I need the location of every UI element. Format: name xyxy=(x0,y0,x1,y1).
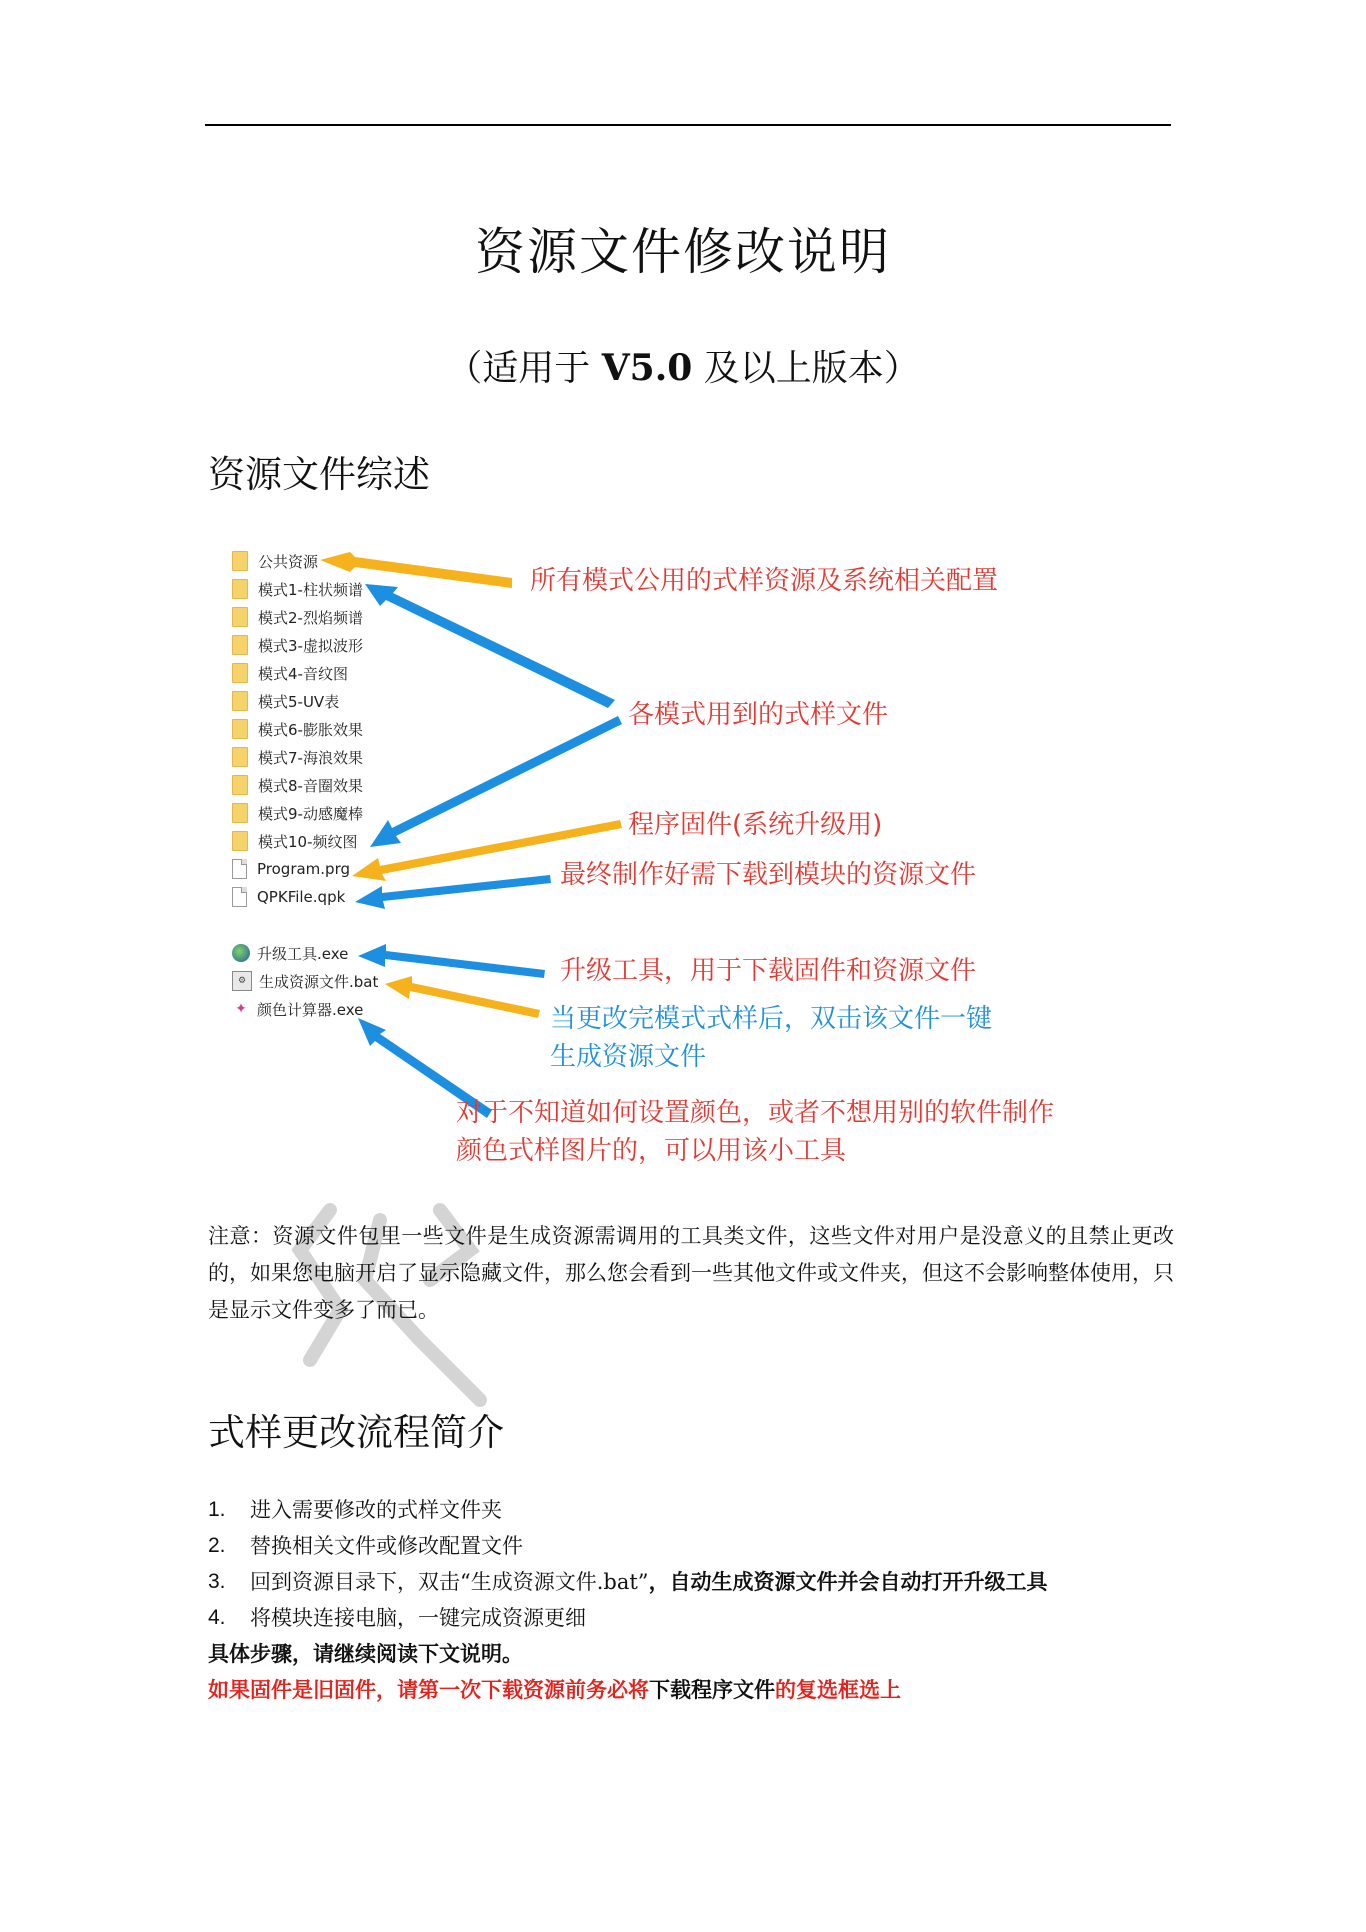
arrow-bat xyxy=(385,976,540,1018)
file-item-qpk[interactable] xyxy=(232,884,345,910)
file-icon xyxy=(232,859,247,879)
folder-icon xyxy=(232,607,248,627)
step-text-bold: ，自动生成资源文件并会自动打开升级工具 xyxy=(648,1570,1048,1594)
tool-item-upgrade[interactable] xyxy=(232,940,348,966)
note-paragraph: 注意：资源文件包里一些文件是生成资源需调用的工具类文件，这些文件对用户是没意义的且禁止更改的，如果您电脑开启了显示隐藏文件，那么您会看到一些其他文件或文件夹，但这不会影响整体使用，只是显示文件变多了而已。 xyxy=(208,1224,1174,1322)
folder-icon xyxy=(232,775,248,795)
subtitle-suffix: 及以上版本） xyxy=(692,348,920,389)
file-icon xyxy=(232,887,247,907)
section-heading-overview: 资源文件综述 xyxy=(208,453,430,496)
folder-icon xyxy=(232,803,248,823)
list-item xyxy=(208,1492,1208,1528)
folder-item[interactable] xyxy=(232,744,363,770)
list-item xyxy=(208,1600,1208,1636)
tool-label: 升级工具.exe xyxy=(257,944,349,963)
folder-label: 公共资源 xyxy=(258,552,319,571)
folder-label: 模式5-UV表 xyxy=(258,692,340,711)
annotation-bat-line2: 生成资源文件 xyxy=(550,1042,707,1072)
file-item-program[interactable] xyxy=(232,856,350,882)
folder-item[interactable] xyxy=(232,772,363,798)
annotation-resource: 最终制作好需下载到模块的资源文件 xyxy=(560,860,977,890)
page-title: 资源文件修改说明 xyxy=(475,223,891,281)
step-number: 3. xyxy=(208,1570,226,1593)
warning-part3: 的复选框选上 xyxy=(775,1678,901,1702)
folder-label: 模式8-音圈效果 xyxy=(258,776,363,795)
annotation-upgrade: 升级工具，用于下载固件和资源文件 xyxy=(560,956,977,986)
warning-note xyxy=(208,1674,901,1704)
warning-part2: 下载程序文件 xyxy=(649,1678,775,1702)
list-item xyxy=(208,1528,1208,1564)
folder-icon xyxy=(232,719,248,739)
folder-icon xyxy=(232,551,248,571)
header-rule xyxy=(205,124,1171,126)
section-heading-process: 式样更改流程简介 xyxy=(208,1411,504,1454)
globe-icon xyxy=(232,944,250,962)
folder-icon xyxy=(232,831,248,851)
step-text: 回到资源目录下，双击“生成资源文件.bat” xyxy=(250,1570,649,1594)
step-number: 1. xyxy=(208,1498,226,1521)
warning-part1: 如果固件是旧固件，请第一次下载资源前务必将 xyxy=(208,1678,649,1702)
folder-label: 模式3-虚拟波形 xyxy=(258,636,363,655)
folder-item[interactable] xyxy=(232,660,348,686)
folder-item[interactable] xyxy=(232,828,358,854)
tool-item-color[interactable] xyxy=(232,996,363,1022)
folder-item[interactable] xyxy=(232,604,363,630)
folder-item[interactable] xyxy=(232,800,363,826)
tool-item-bat[interactable] xyxy=(232,968,378,994)
annotation-public: 所有模式公用的式样资源及系统相关配置 xyxy=(530,566,999,596)
folder-label: 模式6-膨胀效果 xyxy=(258,720,363,739)
folder-label: 模式10-频纹图 xyxy=(258,832,358,851)
folder-icon xyxy=(232,747,248,767)
folder-item[interactable] xyxy=(232,632,363,658)
tool-label: 生成资源文件.bat xyxy=(259,972,379,991)
arrow-upgrade xyxy=(358,944,545,978)
step-text: 将模块连接电脑，一键完成资源更细 xyxy=(250,1606,586,1630)
tool-label: 颜色计算器.exe xyxy=(257,1000,364,1019)
steps-list xyxy=(208,1492,1208,1636)
file-label: QPKFile.qpk xyxy=(257,888,346,906)
bat-file-icon: ⚙ xyxy=(232,971,252,991)
step-text: 替换相关文件或修改配置文件 xyxy=(250,1534,523,1558)
annotation-color-line2: 颜色式样图片的，可以用该小工具 xyxy=(456,1136,847,1166)
folder-item[interactable] xyxy=(232,548,318,574)
subtitle-prefix: （适用于 xyxy=(446,348,602,389)
annotation-bat-line1: 当更改完模式式样后，双击该文件一键 xyxy=(550,1004,993,1034)
folder-icon xyxy=(232,663,248,683)
folder-item[interactable] xyxy=(232,688,339,714)
annotation-modes: 各模式用到的式样文件 xyxy=(628,700,889,730)
detail-note: 具体步骤，请继续阅读下文说明。 xyxy=(208,1642,523,1666)
folder-item[interactable] xyxy=(232,576,363,602)
folder-label: 模式2-烈焰频谱 xyxy=(258,608,363,627)
list-item xyxy=(208,1564,1208,1600)
annotation-firmware: 程序固件(系统升级用) xyxy=(628,810,883,840)
step-number: 4. xyxy=(208,1606,226,1629)
subtitle-version: V5.0 xyxy=(601,347,693,389)
folder-label: 模式7-海浪效果 xyxy=(258,748,363,767)
folder-label: 模式1-柱状频谱 xyxy=(258,580,363,599)
resource-figure xyxy=(200,530,1130,1180)
folder-icon xyxy=(232,635,248,655)
folder-label: 模式4-音纹图 xyxy=(258,664,348,683)
page-subtitle xyxy=(0,340,1366,391)
arrow-modes-top xyxy=(365,584,615,708)
step-text: 进入需要修改的式样文件夹 xyxy=(250,1498,502,1522)
file-label: Program.prg xyxy=(257,860,351,878)
annotation-color-line1: 对于不知道如何设置颜色，或者不想用别的软件制作 xyxy=(456,1098,1055,1128)
color-picker-icon: ✦ xyxy=(235,1001,247,1017)
folder-item[interactable] xyxy=(232,716,363,742)
folder-icon xyxy=(232,691,248,711)
folder-icon xyxy=(232,579,248,599)
folder-label: 模式9-动感魔棒 xyxy=(258,804,363,823)
step-number: 2. xyxy=(208,1534,226,1557)
